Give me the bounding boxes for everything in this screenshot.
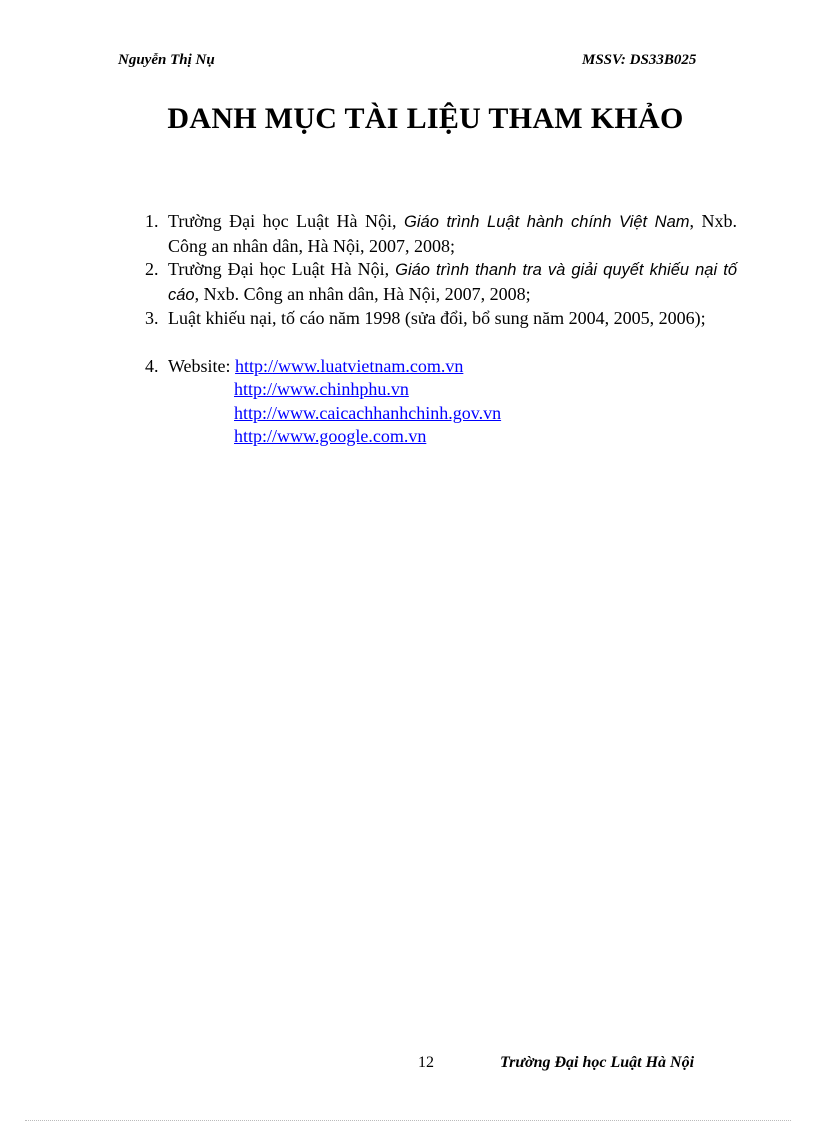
page-title: DANH MỤC TÀI LIỆU THAM KHẢO [167,102,684,135]
reference-number: 4. [145,355,159,376]
website-link-luatvietnam[interactable]: http://www.luatvietnam.com.vn [235,355,464,376]
website-link-chinhphu[interactable]: http://www.chinhphu.vn [234,379,409,399]
reference-publisher: , Nxb. Công an nhân dân, Hà Nội, 2007, 2008; [168,211,738,256]
reference-number: 1. [145,211,159,231]
header-student-id: MSSV: DS33B025 [582,52,697,68]
reference-author: Trường Đại học Luật Hà Nội, [168,211,405,231]
page-number: 12 [418,1054,434,1071]
website-link-list [168,378,737,449]
reference-item-2 [145,258,737,307]
list-spacer [145,331,737,355]
header-author: Nguyễn Thị Nụ [118,52,215,68]
reference-item-1 [145,210,737,258]
footer-school-name: Trường Đại học Luật Hà Nội [500,1054,695,1071]
reference-item-websites [145,355,737,449]
page-divider [25,1120,791,1121]
reference-text: Luật khiếu nại, tố cáo năm 1998 (sửa đổi, bổ sung năm 2004, 2005, 2006); [168,308,706,328]
reference-publisher: , Nxb. Công an nhân dân, Hà Nội, 2007, 2008; [194,283,531,304]
reference-number: 2. [145,259,159,279]
website-label: Website: [168,355,236,376]
reference-list [145,210,737,449]
website-link-caicachhanhchinh[interactable]: http://www.caicachhanhchinh.gov.vn [234,402,502,423]
reference-author: Trường Đại học Luật Hà Nội, [168,259,396,279]
reference-number: 3. [145,308,159,328]
website-link-google[interactable]: http://www.google.com.vn [234,426,427,446]
reference-book-title: Giáo trình Luật hành chính Việt Nam [404,213,690,231]
reference-item-3 [145,307,737,331]
reference-book-title: Giáo trình thanh tra và giải quyết khiếu nại tố cáo [168,261,738,304]
